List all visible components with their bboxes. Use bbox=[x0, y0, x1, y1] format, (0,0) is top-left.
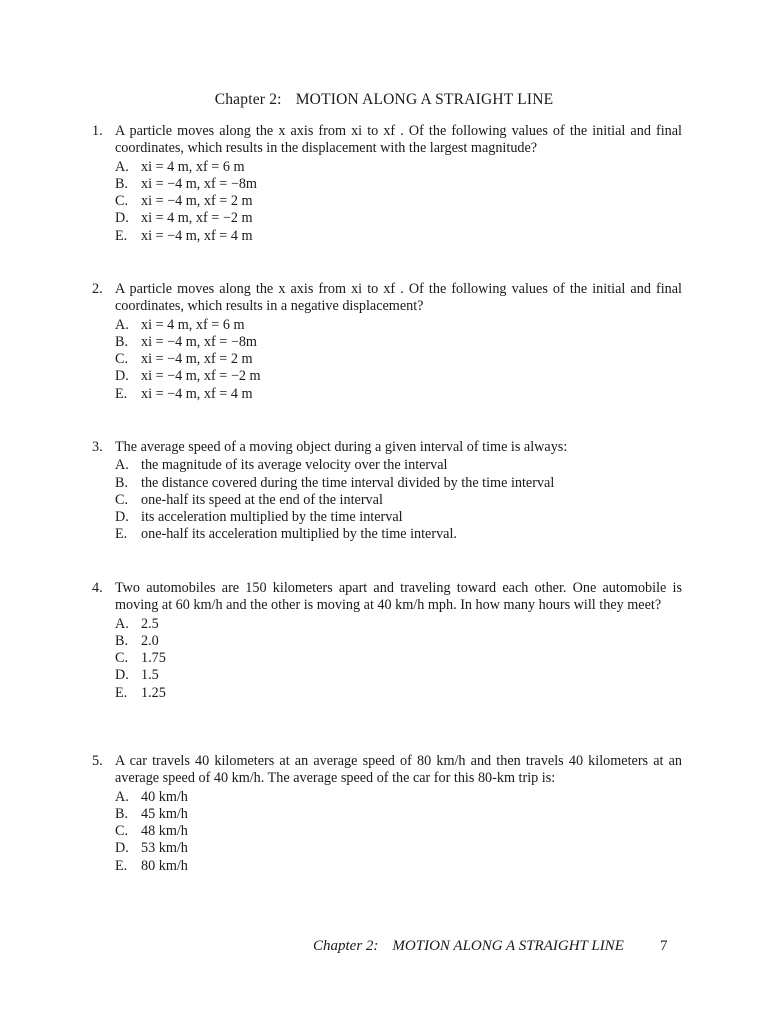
answer-choice bbox=[115, 159, 682, 176]
choice-text: xi = 4 m, xf = 6 m bbox=[141, 158, 245, 175]
question-stem: A car travels 40 kilometers at an average speed of 80 km/h and then travels 40 kilometers at an average speed of 40 km/h. The average speed of the car for this 80-km trip is: bbox=[115, 753, 682, 787]
choice-letter: D. bbox=[115, 210, 129, 227]
footer-chapter-label: Chapter 2: bbox=[313, 938, 379, 954]
choice-text: the magnitude of its average velocity over the interval bbox=[141, 457, 448, 474]
choice-text: 40 km/h bbox=[141, 788, 188, 805]
question-stem: The average speed of a moving object during a given interval of time is always: bbox=[115, 439, 568, 455]
choice-letter: D. bbox=[115, 667, 129, 684]
running-footer bbox=[313, 938, 624, 955]
chapter-label: Chapter 2: bbox=[214, 91, 282, 108]
choice-letter: D. bbox=[115, 368, 129, 385]
choice-letter: C. bbox=[115, 351, 129, 368]
choice-text: 2.5 bbox=[141, 615, 159, 632]
choice-letter: A. bbox=[115, 615, 129, 632]
answer-choice bbox=[115, 210, 682, 227]
choice-letter: A. bbox=[115, 788, 129, 805]
answer-choice bbox=[115, 368, 682, 385]
choice-text: 2.0 bbox=[141, 632, 159, 649]
answer-choice bbox=[115, 789, 682, 806]
question-number: 3. bbox=[92, 439, 103, 455]
choice-text: 1.25 bbox=[141, 684, 166, 701]
page-number: 7 bbox=[660, 938, 668, 954]
choice-letter: C. bbox=[115, 823, 129, 840]
choice-letter: E. bbox=[115, 857, 128, 874]
choice-text: xi = −4 m, xf = −2 m bbox=[141, 368, 261, 385]
answer-choice bbox=[115, 351, 682, 368]
answer-choice bbox=[115, 509, 682, 526]
answer-choices bbox=[115, 457, 682, 543]
answer-choice bbox=[115, 616, 682, 633]
question-stem: A particle moves along the x axis from xi to xf . Of the following values of the initial and final coordinates, which results in the displacement with the largest magnitude? bbox=[115, 123, 682, 157]
choice-text: xi = −4 m, xf = −8m bbox=[141, 333, 257, 350]
question-stem: A particle moves along the x axis from xi to xf . Of the following values of the initial and final coordinates, which results in a negative displacement? bbox=[115, 281, 682, 315]
choice-text: 1.75 bbox=[141, 650, 166, 667]
choice-text: xi = −4 m, xf = 4 m bbox=[141, 227, 253, 244]
answer-choice bbox=[115, 176, 682, 193]
answer-choices bbox=[115, 317, 682, 403]
choice-letter: C. bbox=[115, 491, 129, 508]
choice-text: 80 km/h bbox=[141, 857, 188, 874]
answer-choice bbox=[115, 685, 682, 702]
answer-choice bbox=[115, 193, 682, 210]
footer-chapter-title: MOTION ALONG A STRAIGHT LINE bbox=[392, 938, 624, 954]
answer-choice bbox=[115, 334, 682, 351]
answer-choice bbox=[115, 457, 682, 474]
question-number: 2. bbox=[92, 281, 103, 297]
question-1 bbox=[92, 123, 682, 245]
choice-text: xi = −4 m, xf = 4 m bbox=[141, 385, 253, 402]
question-4 bbox=[92, 580, 682, 702]
choice-letter: E. bbox=[115, 684, 128, 701]
choice-letter: D. bbox=[115, 509, 129, 526]
answer-choice bbox=[115, 806, 682, 823]
choice-letter: B. bbox=[115, 333, 129, 350]
choice-letter: C. bbox=[115, 650, 129, 667]
choice-letter: B. bbox=[115, 805, 129, 822]
page-title bbox=[0, 91, 768, 109]
choice-text: 1.5 bbox=[141, 667, 159, 684]
choice-letter: D. bbox=[115, 840, 129, 857]
answer-choice bbox=[115, 475, 682, 492]
choice-text: xi = 4 m, xf = −2 m bbox=[141, 210, 253, 227]
choice-text: xi = −4 m, xf = 2 m bbox=[141, 351, 253, 368]
choice-text: its acceleration multiplied by the time interval bbox=[141, 509, 403, 526]
choice-letter: A. bbox=[115, 158, 129, 175]
choice-text: one-half its acceleration multiplied by the time interval. bbox=[141, 526, 457, 543]
choice-letter: B. bbox=[115, 175, 129, 192]
question-2 bbox=[92, 281, 682, 403]
choice-letter: E. bbox=[115, 227, 128, 244]
question-number: 4. bbox=[92, 580, 103, 596]
choice-letter: B. bbox=[115, 474, 129, 491]
choice-letter: E. bbox=[115, 526, 128, 543]
question-number: 5. bbox=[92, 753, 103, 769]
question-5 bbox=[92, 753, 682, 875]
choice-letter: A. bbox=[115, 457, 129, 474]
answer-choices bbox=[115, 789, 682, 875]
choice-text: the distance covered during the time interval divided by the time interval bbox=[141, 474, 555, 491]
question-stem: Two automobiles are 150 kilometers apart and traveling toward each other. One automobile is moving at 60 km/h and the other is moving at 40 km/h mph. In how many hours will they meet? bbox=[115, 580, 682, 614]
choice-text: 48 km/h bbox=[141, 823, 188, 840]
answer-choice bbox=[115, 526, 682, 543]
answer-choice bbox=[115, 228, 682, 245]
answer-choice bbox=[115, 492, 682, 509]
choice-letter: A. bbox=[115, 316, 129, 333]
question-number: 1. bbox=[92, 123, 103, 139]
answer-choice bbox=[115, 840, 682, 857]
choice-letter: C. bbox=[115, 193, 129, 210]
choice-letter: E. bbox=[115, 385, 128, 402]
answer-choice bbox=[115, 650, 682, 667]
answer-choices bbox=[115, 616, 682, 702]
answer-choice bbox=[115, 823, 682, 840]
choice-text: one-half its speed at the end of the interval bbox=[141, 491, 383, 508]
answer-choices bbox=[115, 159, 682, 245]
answer-choice bbox=[115, 667, 682, 684]
answer-choice bbox=[115, 317, 682, 334]
choice-text: xi = −4 m, xf = −8m bbox=[141, 175, 257, 192]
question-3 bbox=[92, 439, 682, 544]
choice-text: xi = −4 m, xf = 2 m bbox=[141, 193, 253, 210]
choice-text: 53 km/h bbox=[141, 840, 188, 857]
answer-choice bbox=[115, 858, 682, 875]
choice-text: 45 km/h bbox=[141, 805, 188, 822]
choice-text: xi = 4 m, xf = 6 m bbox=[141, 316, 245, 333]
chapter-title: MOTION ALONG A STRAIGHT LINE bbox=[295, 91, 554, 108]
answer-choice bbox=[115, 633, 682, 650]
answer-choice bbox=[115, 386, 682, 403]
choice-letter: B. bbox=[115, 632, 129, 649]
